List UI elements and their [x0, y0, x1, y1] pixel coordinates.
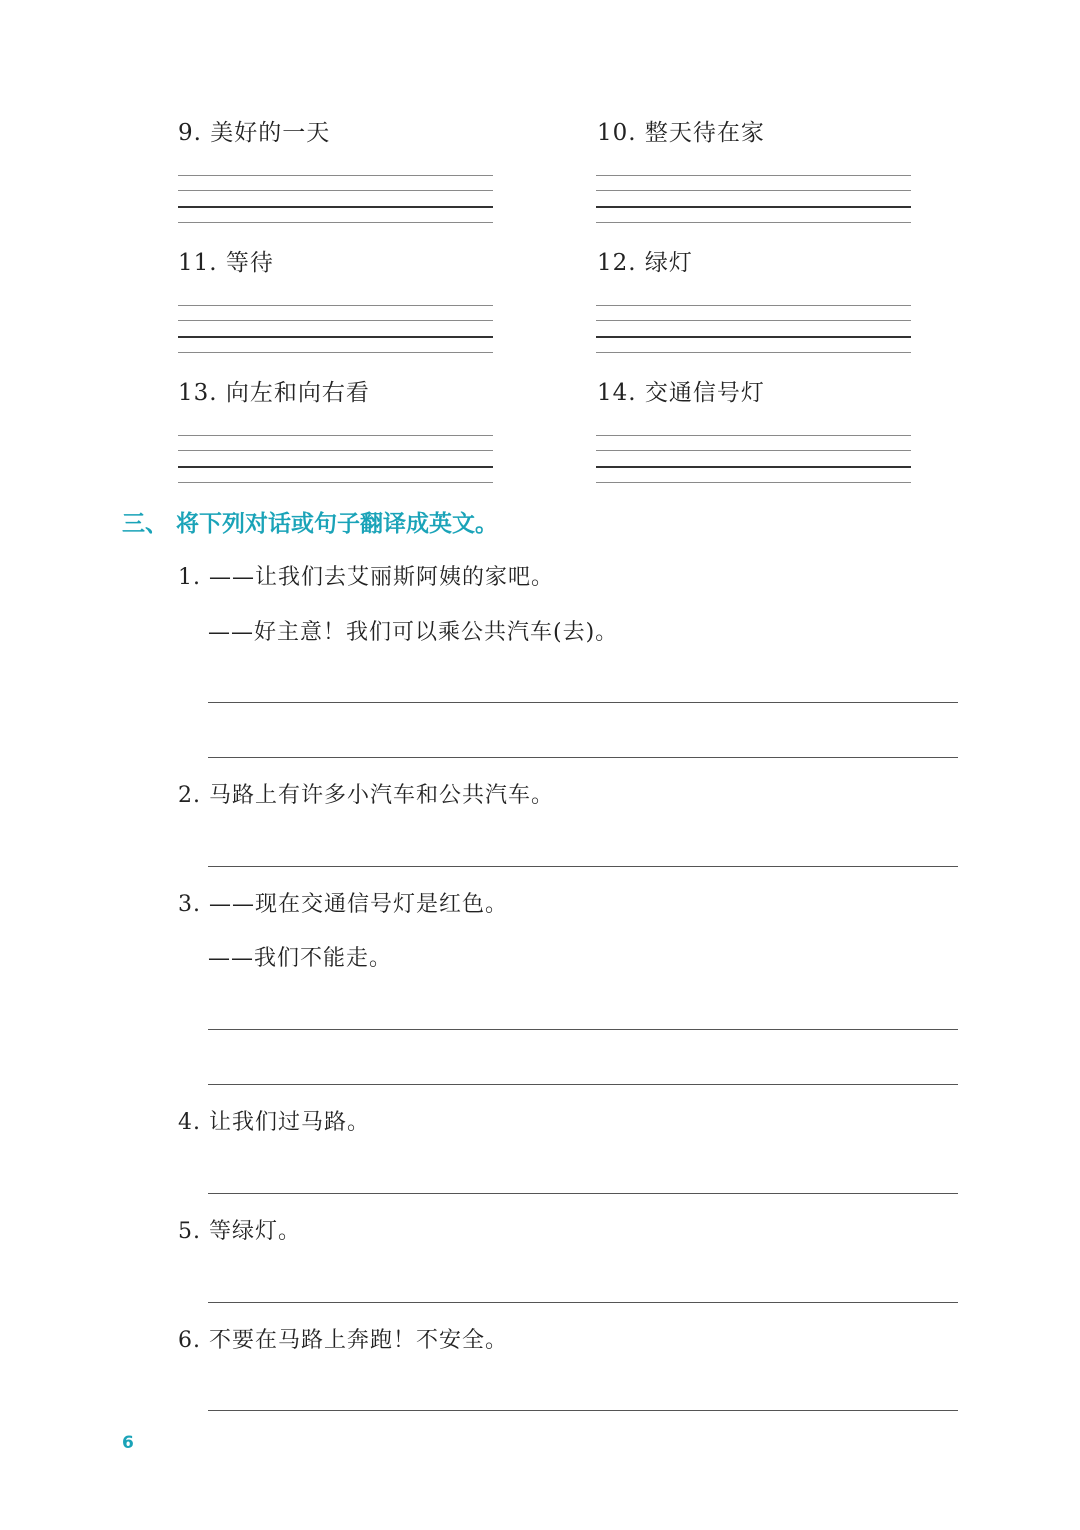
vocab-number: 9. — [178, 120, 202, 146]
vocab-item-12 — [597, 248, 693, 278]
writing-grid-14[interactable] — [596, 435, 911, 483]
vocab-item-9 — [178, 118, 330, 148]
item-number: 4. — [178, 1110, 201, 1135]
item-line: 等绿灯。 — [209, 1219, 302, 1244]
writing-grid-12[interactable] — [596, 305, 911, 353]
translation-item-5 — [178, 1217, 301, 1247]
answer-line-5[interactable] — [208, 1302, 958, 1303]
vocab-text: 等待 — [225, 250, 274, 276]
page-number: 6 — [122, 1433, 134, 1453]
vocab-item-14 — [597, 378, 765, 408]
vocab-item-10 — [597, 118, 765, 148]
translation-item-4 — [178, 1108, 370, 1138]
vocab-number: 14. — [597, 380, 637, 406]
item-line: ——现在交通信号灯是红色。 — [209, 892, 509, 917]
answer-line-3a[interactable] — [208, 1029, 958, 1030]
vocab-text: 整天待在家 — [644, 120, 765, 146]
item-line: 让我们过马路。 — [209, 1110, 371, 1135]
vocab-number: 11. — [178, 250, 218, 276]
vocab-text: 交通信号灯 — [644, 380, 765, 406]
answer-line-1a[interactable] — [208, 702, 958, 703]
answer-line-6[interactable] — [208, 1410, 958, 1411]
vocab-text: 向左和向右看 — [225, 380, 370, 406]
vocab-item-13 — [178, 378, 370, 408]
vocab-number: 10. — [597, 120, 637, 146]
answer-line-1b[interactable] — [208, 757, 958, 758]
item-line: 不要在马路上奔跑！不安全。 — [209, 1328, 509, 1353]
writing-grid-13[interactable] — [178, 435, 493, 483]
translation-item-2 — [178, 781, 554, 811]
vocab-text: 绿灯 — [644, 250, 693, 276]
translation-item-1-line-2: ——好主意！我们可以乘公共汽车(去)。 — [208, 620, 619, 645]
vocab-item-11 — [178, 248, 274, 278]
vocab-text: 美好的一天 — [210, 120, 331, 146]
answer-line-4[interactable] — [208, 1193, 958, 1194]
section-title: 三、 将下列对话或句子翻译成英文。 — [122, 511, 499, 537]
writing-grid-11[interactable] — [178, 305, 493, 353]
item-line: 马路上有许多小汽车和公共汽车。 — [209, 783, 555, 808]
item-number: 2. — [178, 783, 201, 808]
item-number: 1. — [178, 565, 201, 590]
translation-item-1 — [178, 563, 554, 593]
item-line: ——让我们去艾丽斯阿姨的家吧。 — [209, 565, 555, 590]
answer-line-2[interactable] — [208, 866, 958, 867]
translation-item-6 — [178, 1326, 508, 1356]
writing-grid-10[interactable] — [596, 175, 911, 223]
translation-item-3 — [178, 890, 508, 920]
item-number: 5. — [178, 1219, 201, 1244]
vocab-number: 12. — [597, 250, 637, 276]
item-number: 3. — [178, 892, 201, 917]
answer-line-3b[interactable] — [208, 1084, 958, 1085]
translation-item-3-line-2: ——我们不能走。 — [208, 946, 393, 971]
writing-grid-9[interactable] — [178, 175, 493, 223]
vocab-number: 13. — [178, 380, 218, 406]
item-number: 6. — [178, 1328, 201, 1353]
